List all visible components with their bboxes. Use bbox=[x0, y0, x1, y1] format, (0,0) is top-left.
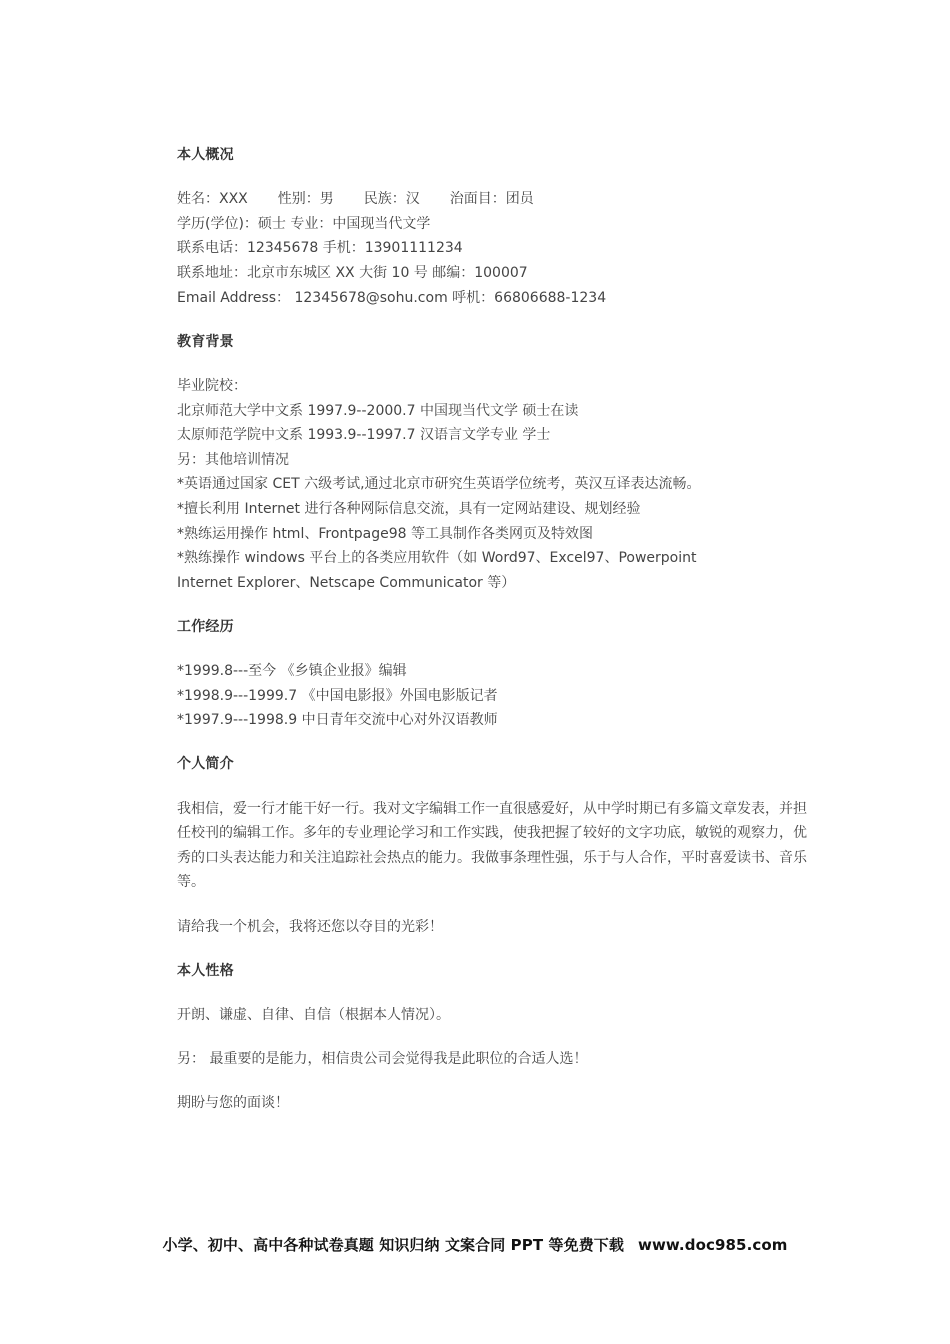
personality-traits: 开朗、谦虚、自律、自信（根据本人情况）。 bbox=[177, 1006, 450, 1023]
resume-document bbox=[177, 143, 807, 1136]
profile-basic-row bbox=[177, 187, 807, 212]
section-heading-education: 教育背景 bbox=[177, 333, 234, 350]
section-heading-personality: 本人性格 bbox=[177, 962, 234, 979]
education-line: *擅长利用 Internet 进行各种网际信息交流，具有一定网站建设、规划经验 bbox=[177, 500, 641, 517]
education-line: 北京师范大学中文系 1997.9--2000.7 中国现当代文学 硕士在读 bbox=[177, 402, 579, 419]
section-education bbox=[177, 330, 807, 596]
profile-email-line: Email Address： 12345678@sohu.com 呼机：66806688-1234 bbox=[177, 289, 607, 306]
footer-promo-banner bbox=[0, 1234, 950, 1255]
section-heading-profile: 本人概况 bbox=[177, 147, 234, 163]
section-intro bbox=[177, 752, 807, 939]
education-line: 毕业院校： bbox=[177, 377, 247, 394]
intro-paragraph: 我相信，爱一行才能干好一行。我对文字编辑工作一直很感爱好，从中学时期已有多篇文章发表，并担任校刊的编辑工作。多年的专业理论学习和工作实践，使我把握了较好的文字功底，敏锐的观察力，优秀的口头表达能力和关注追踪社会热点的能力。我做事条理性强，乐于与人合作，平时喜爱读书、音乐等。 bbox=[177, 800, 807, 891]
work-line: *1999.8---至今 《乡镇企业报》编辑 bbox=[177, 663, 407, 680]
personality-note: 另： 最重要的是能力，相信贵公司会觉得我是此职位的合适人选！ bbox=[177, 1051, 588, 1068]
education-line: Internet Explorer、Netscape Communicator 等） bbox=[177, 574, 516, 591]
section-work bbox=[177, 615, 807, 733]
footer-promo-text: 小学、初中、高中各种试卷真题 知识归纳 文案合同 PPT 等免费下载 bbox=[162, 1236, 625, 1254]
section-profile bbox=[177, 143, 807, 310]
education-line: *熟练操作 windows 平台上的各类应用软件（如 Word97、Excel97、Powerpoint bbox=[177, 550, 697, 567]
profile-education-line: 学历(学位)：硕士 专业：中国现当代文学 bbox=[177, 215, 431, 232]
footer-site-link[interactable]: www.doc985.com bbox=[638, 1236, 788, 1254]
section-personality bbox=[177, 959, 807, 1116]
profile-name: 姓名：XXX bbox=[177, 191, 248, 208]
profile-address-line: 联系地址：北京市东城区 XX 大街 10 号 邮编：100007 bbox=[177, 264, 528, 281]
education-line: *熟练运用操作 html、Frontpage98 等工具制作各类网页及特效图 bbox=[177, 525, 593, 542]
profile-phone-line: 联系电话：12345678 手机：13901111234 bbox=[177, 240, 463, 257]
profile-gender: 性别：男 bbox=[277, 191, 334, 208]
profile-ethnicity: 民族：汉 bbox=[363, 191, 420, 208]
intro-closing: 请给我一个机会，我将还您以夺目的光彩！ bbox=[177, 918, 443, 935]
education-line: 太原师范学院中文系 1993.9--1997.7 汉语言文学专业 学士 bbox=[177, 427, 551, 444]
work-line: *1997.9---1998.9 中日青年交流中心对外汉语教师 bbox=[177, 712, 498, 729]
education-line: *英语通过国家 CET 六级考试,通过北京市研究生英语学位统考，英汉互译表达流畅。 bbox=[177, 476, 701, 493]
work-line: *1998.9---1999.7 《中国电影报》外国电影版记者 bbox=[177, 687, 498, 704]
section-heading-work: 工作经历 bbox=[177, 618, 234, 635]
personality-closing: 期盼与您的面谈！ bbox=[177, 1095, 289, 1112]
education-line: 另：其他培训情况 bbox=[177, 451, 289, 468]
section-heading-intro: 个人简介 bbox=[177, 756, 234, 773]
profile-political: 治面目：团员 bbox=[449, 191, 534, 208]
